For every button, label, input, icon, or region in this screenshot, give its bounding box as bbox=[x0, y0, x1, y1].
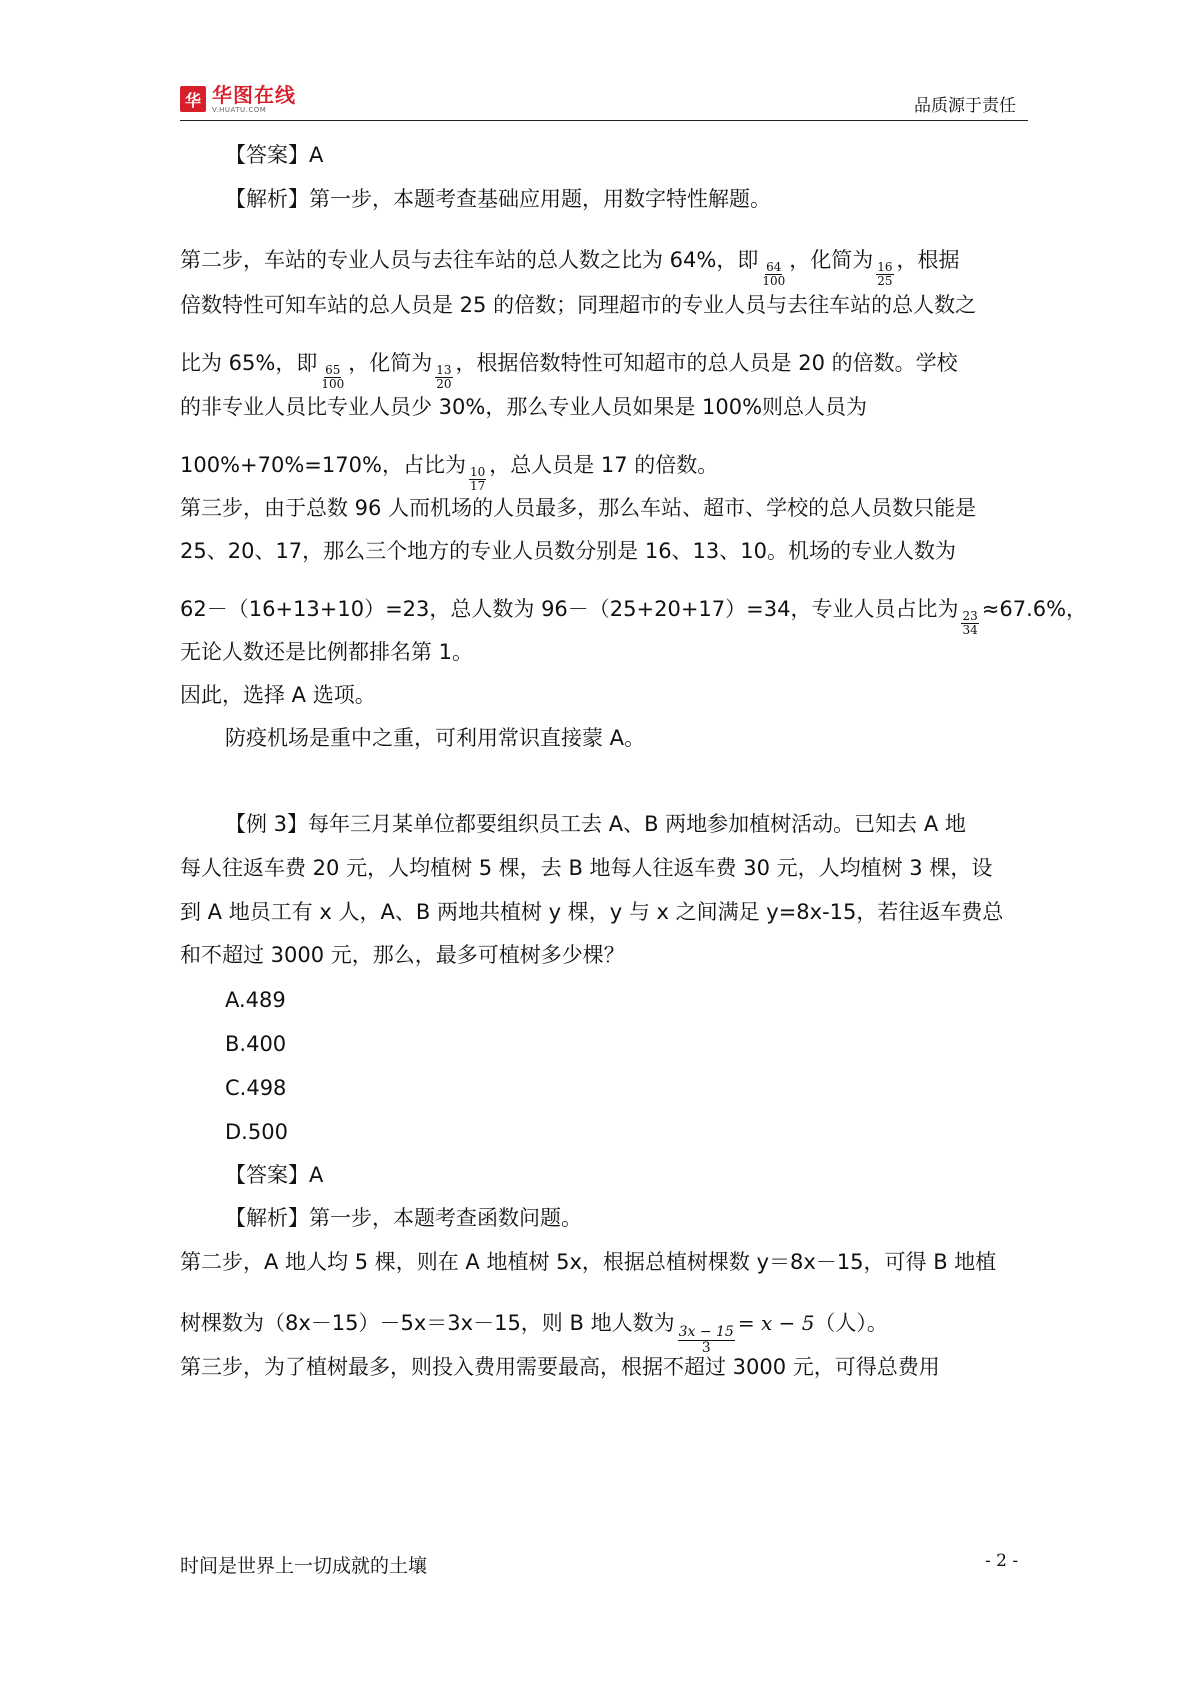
logo-url: V.HUATU.COM bbox=[212, 105, 267, 114]
huatu-logo bbox=[180, 84, 296, 114]
analysis-line-10: 无论人数还是比例都排名第 1。 bbox=[180, 640, 474, 664]
answer-line-1: 【答案】A bbox=[225, 143, 324, 167]
example-3-line-3: 到 A 地员工有 x 人，A、B 两地共植树 y 棵，y 与 x 之间满足 y=8x-15，若往返车费总 bbox=[180, 900, 1004, 924]
page-header bbox=[180, 84, 1028, 121]
analysis-2-line-2: 第二步，A 地人均 5 棵，则在 A 地植树 5x，根据总植树棵数 y＝8x－15，可得 B 地植 bbox=[180, 1250, 997, 1274]
fraction: $\frac{65}{100}$ bbox=[321, 363, 345, 391]
fraction: $\frac{13}{20}$ bbox=[436, 363, 452, 391]
logo-mark-icon: 华 bbox=[180, 86, 206, 112]
analysis-line-7: 第三步，由于总数 96 人而机场的人员最多，那么车站、超市、学校的总人员数只能是 bbox=[180, 496, 977, 520]
analysis-line-5: 的非专业人员比专业人员少 30%，那么专业人员如果是 100%则总人员为 bbox=[180, 395, 868, 419]
fraction: $\frac{3x - 15}{3}$ bbox=[678, 1324, 734, 1356]
answer-line-2: 【答案】A bbox=[225, 1163, 324, 1187]
analysis-line-8: 25、20、17，那么三个地方的专业人员数分别是 16、13、10。机场的专业人数为 bbox=[180, 539, 957, 563]
fraction: $\frac{64}{100}$ bbox=[762, 260, 786, 288]
fraction: $\frac{23}{34}$ bbox=[962, 609, 978, 637]
header-slogan: 品质源于责任 bbox=[914, 96, 1016, 116]
logo-name: 华图在线 bbox=[212, 82, 296, 107]
option-b: B.400 bbox=[225, 1032, 287, 1056]
example-3-line-2: 每人往返车费 20 元，人均植树 5 棵，去 B 地每人往返车费 30 元，人均植树 3 棵，设 bbox=[180, 856, 993, 880]
fraction: $\frac{16}{25}$ bbox=[877, 260, 893, 288]
analysis-2-line-3: 树棵数为（8x－15）－5x＝3x－15，则 B 地人数为 $\frac{3x - 15}{3}$ = x − 5（人）。 bbox=[180, 1311, 888, 1356]
footer-motto: 时间是世界上一切成就的土壤 bbox=[180, 1555, 428, 1577]
option-a: A.489 bbox=[225, 988, 286, 1012]
option-c: C.498 bbox=[225, 1076, 287, 1100]
conclusion-line: 因此，选择 A 选项。 bbox=[180, 683, 376, 707]
equation: = x − 5 bbox=[737, 1311, 815, 1335]
analysis-line-6: 100%+70%=170%，占比为 $\frac{10}{17}$ ，总人员是 17 的倍数。 bbox=[180, 453, 719, 493]
analysis-2-line-1: 【解析】第一步，本题考查函数问题。 bbox=[225, 1206, 582, 1230]
analysis-line-4: 比为 65%，即 $\frac{65}{100}$ ，化简为 $\frac{13}{20}$ ，根据倍数特性可知超市的总人员是 20 的倍数。学校 bbox=[180, 351, 958, 391]
analysis-line-9: 62－（16+13+10）=23，总人数为 96－（25+20+17）=34，专业人员占比为 $\frac{23}{34}$ ≈67.6%， bbox=[180, 597, 1088, 637]
analysis-line-1: 【解析】第一步，本题考查基础应用题，用数字特性解题。 bbox=[225, 187, 771, 211]
example-3-line-4: 和不超过 3000 元，那么，最多可植树多少棵？ bbox=[180, 943, 625, 967]
analysis-line-2: 第二步，车站的专业人员与去往车站的总人数之比为 64%，即 $\frac{64}{100}$ ，化简为 $\frac{16}{25}$ ，根据 bbox=[180, 248, 960, 288]
fraction: $\frac{10}{17}$ bbox=[469, 465, 486, 493]
analysis-line-3: 倍数特性可知车站的总人员是 25 的倍数；同理超市的专业人员与去往车站的总人数之 bbox=[180, 293, 977, 317]
option-d: D.500 bbox=[225, 1120, 288, 1144]
example-3-line-1: 【例 3】每年三月某单位都要组织员工去 A、B 两地参加植树活动。已知去 A 地 bbox=[225, 812, 966, 836]
page-number: - 2 - bbox=[985, 1551, 1019, 1571]
tip-line: 防疫机场是重中之重，可利用常识直接蒙 A。 bbox=[225, 726, 646, 750]
analysis-2-line-4: 第三步，为了植树最多，则投入费用需要最高，根据不超过 3000 元，可得总费用 bbox=[180, 1355, 940, 1379]
